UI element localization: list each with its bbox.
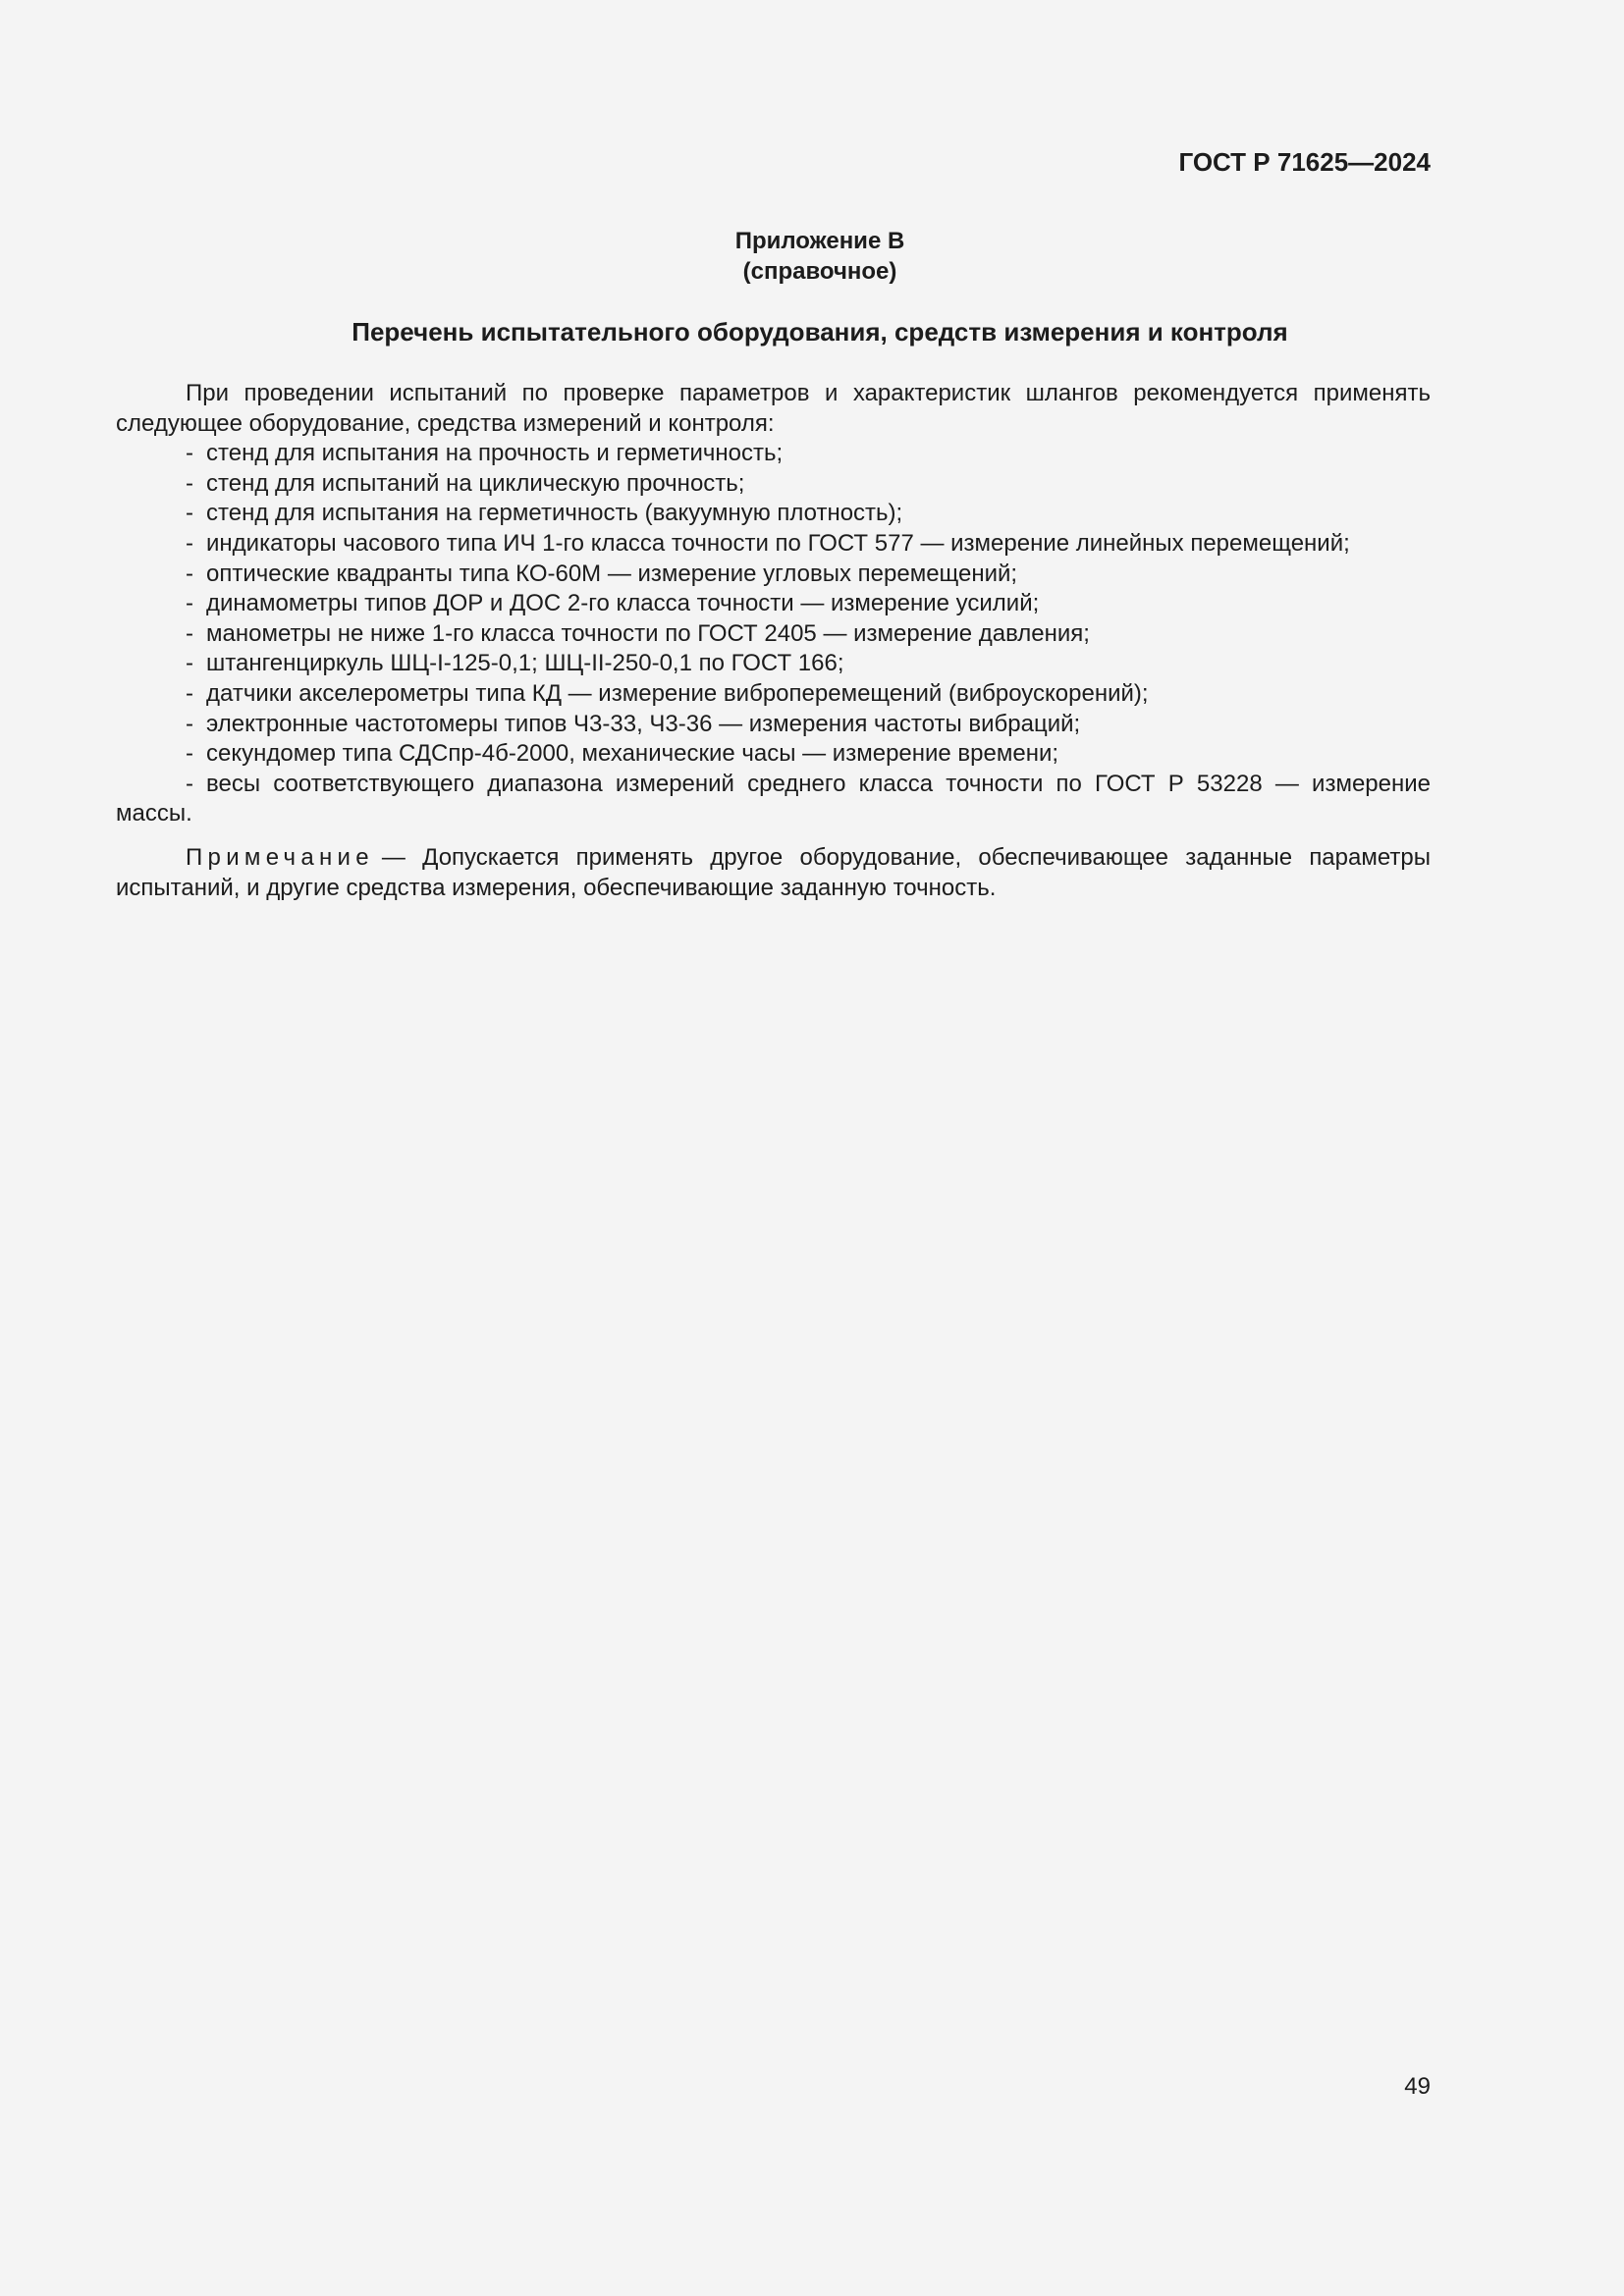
page-number: 49: [1404, 2073, 1431, 2100]
document-page: [116, 0, 1431, 2296]
note-text: — Допускается применять другое оборудование, обеспечивающее заданные параметры испытаний, и другие средства измерения, обеспечивающие заданную точность.: [116, 843, 1431, 901]
list-item-text: динамометры типов ДОР и ДОС 2-го класса точности — измерение усилий;: [206, 590, 1040, 617]
list-item: [116, 619, 1431, 650]
list-item-text: стенд для испытания на герметичность (вакуумную плотность);: [206, 500, 903, 527]
list-item-text: стенд для испытаний на циклическую прочность;: [206, 469, 745, 497]
list-bullet: -: [186, 440, 193, 467]
list-bullet: -: [186, 469, 193, 497]
appendix-title: Приложение В: [734, 228, 905, 254]
list-bullet: -: [186, 650, 193, 677]
list-item: [116, 679, 1431, 710]
body-text: [116, 379, 1431, 903]
list-item-text: штангенциркуль ШЦ-I-125-0,1; ШЦ-II-250-0,1 по ГОСТ 166;: [206, 650, 844, 677]
list-bullet: -: [186, 590, 193, 617]
list-item: [116, 710, 1431, 740]
list-item-text: электронные частотомеры типов Ч3-33, Ч3-36 — измерения частоты вибраций;: [206, 710, 1081, 737]
list-item: [116, 739, 1431, 770]
list-item-text: секундомер типа СДСпр-4б-2000, механические часы — измерение времени;: [206, 740, 1059, 768]
appendix-subtitle: (справочное): [742, 258, 897, 285]
list-bullet: -: [186, 500, 193, 527]
equipment-list: [116, 439, 1431, 829]
list-item-text: индикаторы часового типа ИЧ 1-го класса точности по ГОСТ 577 — измерение линейных перемещений;: [206, 529, 1350, 557]
list-item: [116, 439, 1431, 469]
intro-paragraph: При проведении испытаний по проверке параметров и характеристик шлангов рекомендуется применять следующее оборудование, средства измерений и контроля:: [116, 380, 1431, 437]
list-item-text: оптические квадранты типа КО-60М — измерение угловых перемещений;: [206, 560, 1018, 587]
list-item: [116, 770, 1431, 829]
list-item-text: стенд для испытания на прочность и герметичность;: [206, 440, 784, 467]
list-item-text: манометры не ниже 1-го класса точности по ГОСТ 2405 — измерение давления;: [206, 619, 1090, 647]
appendix-heading: [116, 226, 1431, 287]
list-bullet: -: [186, 529, 193, 557]
list-item: [116, 649, 1431, 679]
list-item: [116, 529, 1431, 560]
document-code-header: ГОСТ Р 71625—2024: [1178, 147, 1431, 177]
note-label: Примечание: [186, 843, 374, 871]
list-item: [116, 589, 1431, 619]
list-item-text: весы соответствующего диапазона измерений среднего класса точности по ГОСТ Р 53228 — измерение массы.: [116, 770, 1431, 828]
list-bullet: -: [186, 560, 193, 587]
section-title: Перечень испытательного оборудования, средств измерения и контроля: [352, 317, 1288, 347]
list-bullet: -: [186, 679, 193, 707]
list-bullet: -: [186, 710, 193, 737]
list-item: [116, 469, 1431, 500]
list-bullet: -: [186, 740, 193, 768]
note-paragraph: [116, 843, 1431, 903]
list-item-text: датчики акселерометры типа КД — измерение виброперемещений (виброускорений);: [206, 679, 1149, 707]
list-item: [116, 499, 1431, 529]
list-item: [116, 560, 1431, 590]
list-bullet: -: [186, 619, 193, 647]
list-bullet: -: [186, 770, 193, 797]
